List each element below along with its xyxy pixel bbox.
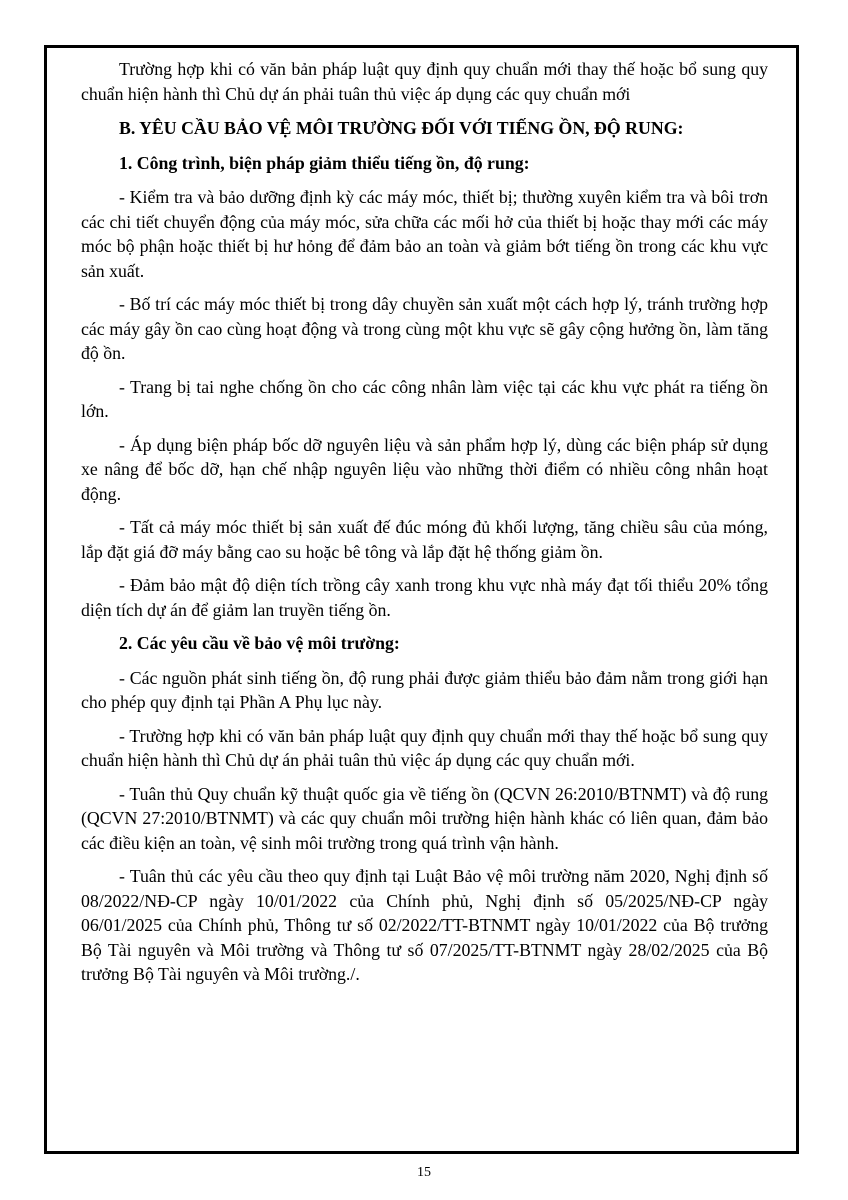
paragraph-green-area: - Đảm bảo mật độ diện tích trồng cây xanh trong khu vực nhà máy đạt tối thiểu 20% tổng diện tích dự án để giảm lan truyền tiếng ồn. [81, 575, 768, 620]
subsection-heading-2: 2. Các yêu cầu về bảo vệ môi trường: [119, 633, 400, 653]
paragraph-loading: - Áp dụng biện pháp bốc dỡ nguyên liệu và sản phẩm hợp lý, dùng các biện pháp sử dụng xe nâng để bốc dỡ, hạn chế nhập nguyên liệu vào những thời điểm có nhiều công nhân hoạt động. [81, 434, 768, 504]
paragraph-equipment-layout: - Bố trí các máy móc thiết bị trong dây chuyền sản xuất một cách hợp lý, tránh trường hợp các máy gây ồn cao cùng hoạt động và trong cùng một khu vực sẽ gây cộng hưởng ồn, làm tăng độ ồn. [81, 294, 768, 363]
paragraph-qcvn-compliance: - Tuân thủ Quy chuẩn kỹ thuật quốc gia về tiếng ồn (QCVN 26:2010/BTNMT) và độ rung (QCVN 27:2010/BTNMT) và các quy chuẩn môi trường hiện hành khác có liên quan, đảm bảo các điều kiện an toàn, vệ sinh môi trường trong quá trình vận hành. [81, 783, 768, 853]
section-heading-b: B. YÊU CẦU BẢO VỆ MÔI TRƯỜNG ĐỐI VỚI TIẾNG ỒN, ĐỘ RUNG: [119, 118, 684, 138]
paragraph-intro: Trường hợp khi có văn bản pháp luật quy định quy chuẩn mới thay thế hoặc bổ sung quy chuẩn hiện hành thì Chủ dự án phải tuân thủ việc áp dụng các quy chuẩn mới [81, 59, 768, 104]
paragraph-limits: - Các nguồn phát sinh tiếng ồn, độ rung phải được giảm thiểu bảo đảm nằm trong giới hạn cho phép quy định tại Phần A Phụ lục này. [81, 667, 768, 712]
paragraph-ear-protection: - Trang bị tai nghe chống ồn cho các công nhân làm việc tại các khu vực phát ra tiếng ồn lớn. [81, 376, 768, 421]
paragraph-new-standards: - Trường hợp khi có văn bản pháp luật quy định quy chuẩn mới thay thế hoặc bổ sung quy chuẩn hiện hành thì Chủ dự án phải tuân thủ việc áp dụng các quy chuẩn mới. [81, 725, 768, 770]
paragraph-legal-compliance: - Tuân thủ các yêu cầu theo quy định tại Luật Bảo vệ môi trường năm 2020, Nghị định số 08/2022/NĐ-CP ngày 10/01/2022 của Chính phủ, Nghị định số 05/2025/NĐ-CP ngày 06/01/2025 của Chính phủ, Thông tư số 02/2022/TT-BTNMT ngày 10/01/2022 của Bộ trưởng Bộ Tài nguyên và Môi trường và Thông tư số 07/2025/TT-BTNMT ngày 28/02/2025 của Bộ trưởng Bộ Tài nguyên và Môi trường./. [81, 866, 768, 984]
paragraph-maintenance: - Kiểm tra và bảo dưỡng định kỳ các máy móc, thiết bị; thường xuyên kiểm tra và bôi trơn các chi tiết chuyển động của máy móc, sửa chữa các mối hở của thiết bị hoặc thay mới các máy móc bộ phận hoặc thiết bị hư hỏng để đảm bảo an toàn và giảm bớt tiếng ồn trong các khu vực sản xuất. [81, 187, 768, 281]
paragraph-foundations: - Tất cả máy móc thiết bị sản xuất đế đúc móng đủ khối lượng, tăng chiều sâu của móng, lắp đặt giá đỡ máy bằng cao su hoặc bê tông và lắp đặt hệ thống giảm ồn. [81, 517, 768, 562]
document-body [81, 57, 768, 996]
page-number: 15 [417, 1165, 431, 1180]
subsection-heading-1: 1. Công trình, biện pháp giảm thiểu tiếng ồn, độ rung: [119, 152, 530, 173]
